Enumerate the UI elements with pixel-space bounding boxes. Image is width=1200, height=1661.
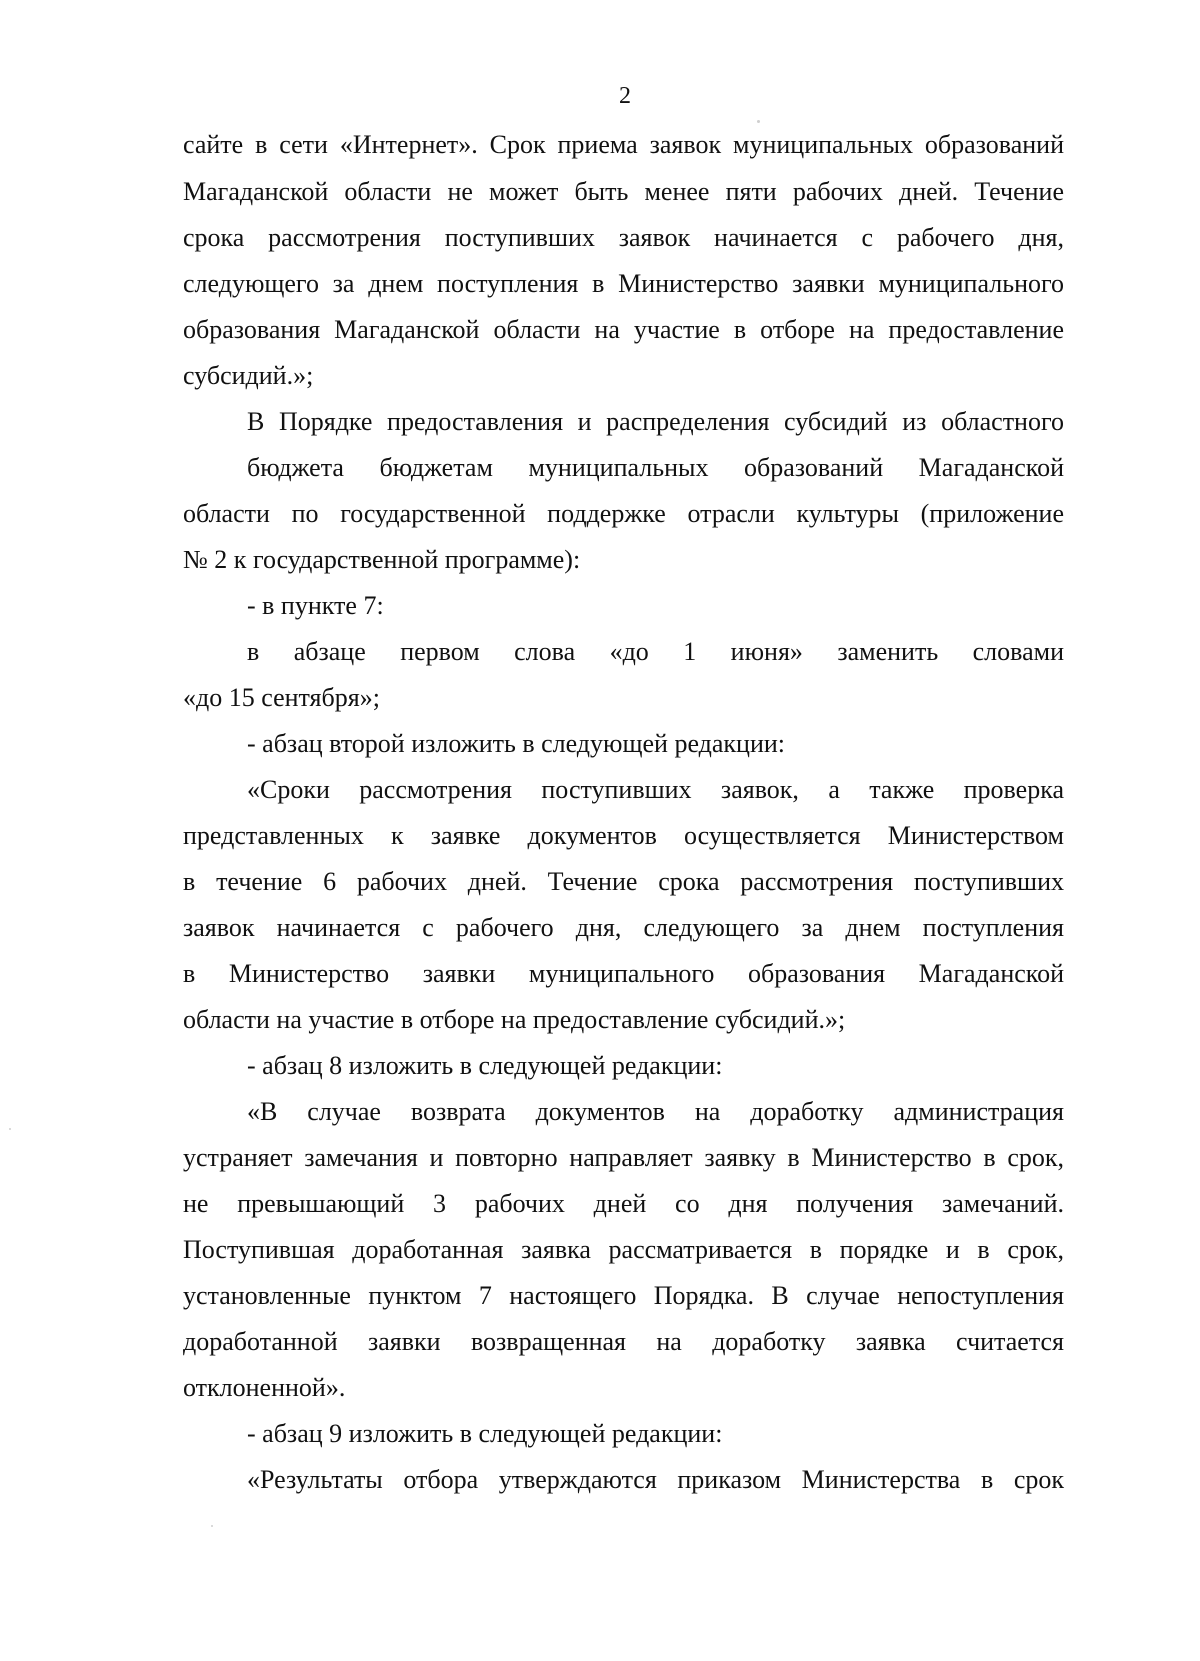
text-line: «Сроки рассмотрения поступивших заявок, а также проверка bbox=[247, 775, 1064, 804]
text-line: следующего за днем поступления в Министерство заявки муниципального bbox=[183, 269, 1064, 298]
text-line: доработанной заявки возвращенная на доработку заявка считается bbox=[183, 1327, 1064, 1356]
text-line: В Порядке предоставления и распределения субсидий из областного bbox=[247, 407, 1064, 436]
text-line: Магаданской области не может быть менее пяти рабочих дней. Течение bbox=[183, 177, 1064, 206]
text-line: в течение 6 рабочих дней. Течение срока рассмотрения поступивших bbox=[183, 867, 1064, 896]
scan-speck bbox=[9, 1128, 11, 1130]
text-line: № 2 к государственной программе): bbox=[183, 545, 581, 574]
text-line: отклоненной». bbox=[183, 1373, 346, 1402]
text-line: - в пункте 7: bbox=[247, 591, 384, 620]
scan-speck bbox=[211, 1525, 213, 1527]
text-line: устраняет замечания и повторно направляет заявку в Министерство в срок, bbox=[183, 1143, 1064, 1172]
text-line: - абзац 8 изложить в следующей редакции: bbox=[247, 1051, 723, 1080]
text-line: не превышающий 3 рабочих дней со дня получения замечаний. bbox=[183, 1189, 1064, 1218]
text-line: в абзаце первом слова «до 1 июня» заменить словами bbox=[247, 637, 1064, 666]
text-line: - абзац второй изложить в следующей редакции: bbox=[247, 729, 786, 758]
scan-speck bbox=[757, 120, 760, 123]
text-line: «до 15 сентября»; bbox=[183, 683, 380, 712]
text-line: субсидий.»; bbox=[183, 361, 314, 390]
text-line: «Результаты отбора утверждаются приказом Министерства в срок bbox=[247, 1465, 1064, 1494]
text-line: заявок начинается с рабочего дня, следующего за днем поступления bbox=[183, 913, 1064, 942]
text-line: - абзац 9 изложить в следующей редакции: bbox=[247, 1419, 723, 1448]
text-line: области по государственной поддержке отрасли культуры (приложение bbox=[183, 499, 1064, 528]
text-line: представленных к заявке документов осуществляется Министерством bbox=[183, 821, 1064, 850]
text-line: образования Магаданской области на участие в отборе на предоставление bbox=[183, 315, 1064, 344]
text-line: бюджета бюджетам муниципальных образований Магаданской bbox=[247, 453, 1064, 482]
text-line: «В случае возврата документов на доработку администрация bbox=[247, 1097, 1064, 1126]
text-line: в Министерство заявки муниципального образования Магаданской bbox=[183, 959, 1064, 988]
text-line: области на участие в отборе на предоставление субсидий.»; bbox=[183, 1005, 846, 1034]
text-line: Поступившая доработанная заявка рассматривается в порядке и в срок, bbox=[183, 1235, 1064, 1264]
text-line: срока рассмотрения поступивших заявок начинается с рабочего дня, bbox=[183, 223, 1064, 252]
text-line: сайте в сети «Интернет». Срок приема заявок муниципальных образований bbox=[183, 130, 1064, 159]
text-line: установленные пунктом 7 настоящего Порядка. В случае непоступления bbox=[183, 1281, 1064, 1310]
page-number: 2 bbox=[619, 83, 631, 109]
